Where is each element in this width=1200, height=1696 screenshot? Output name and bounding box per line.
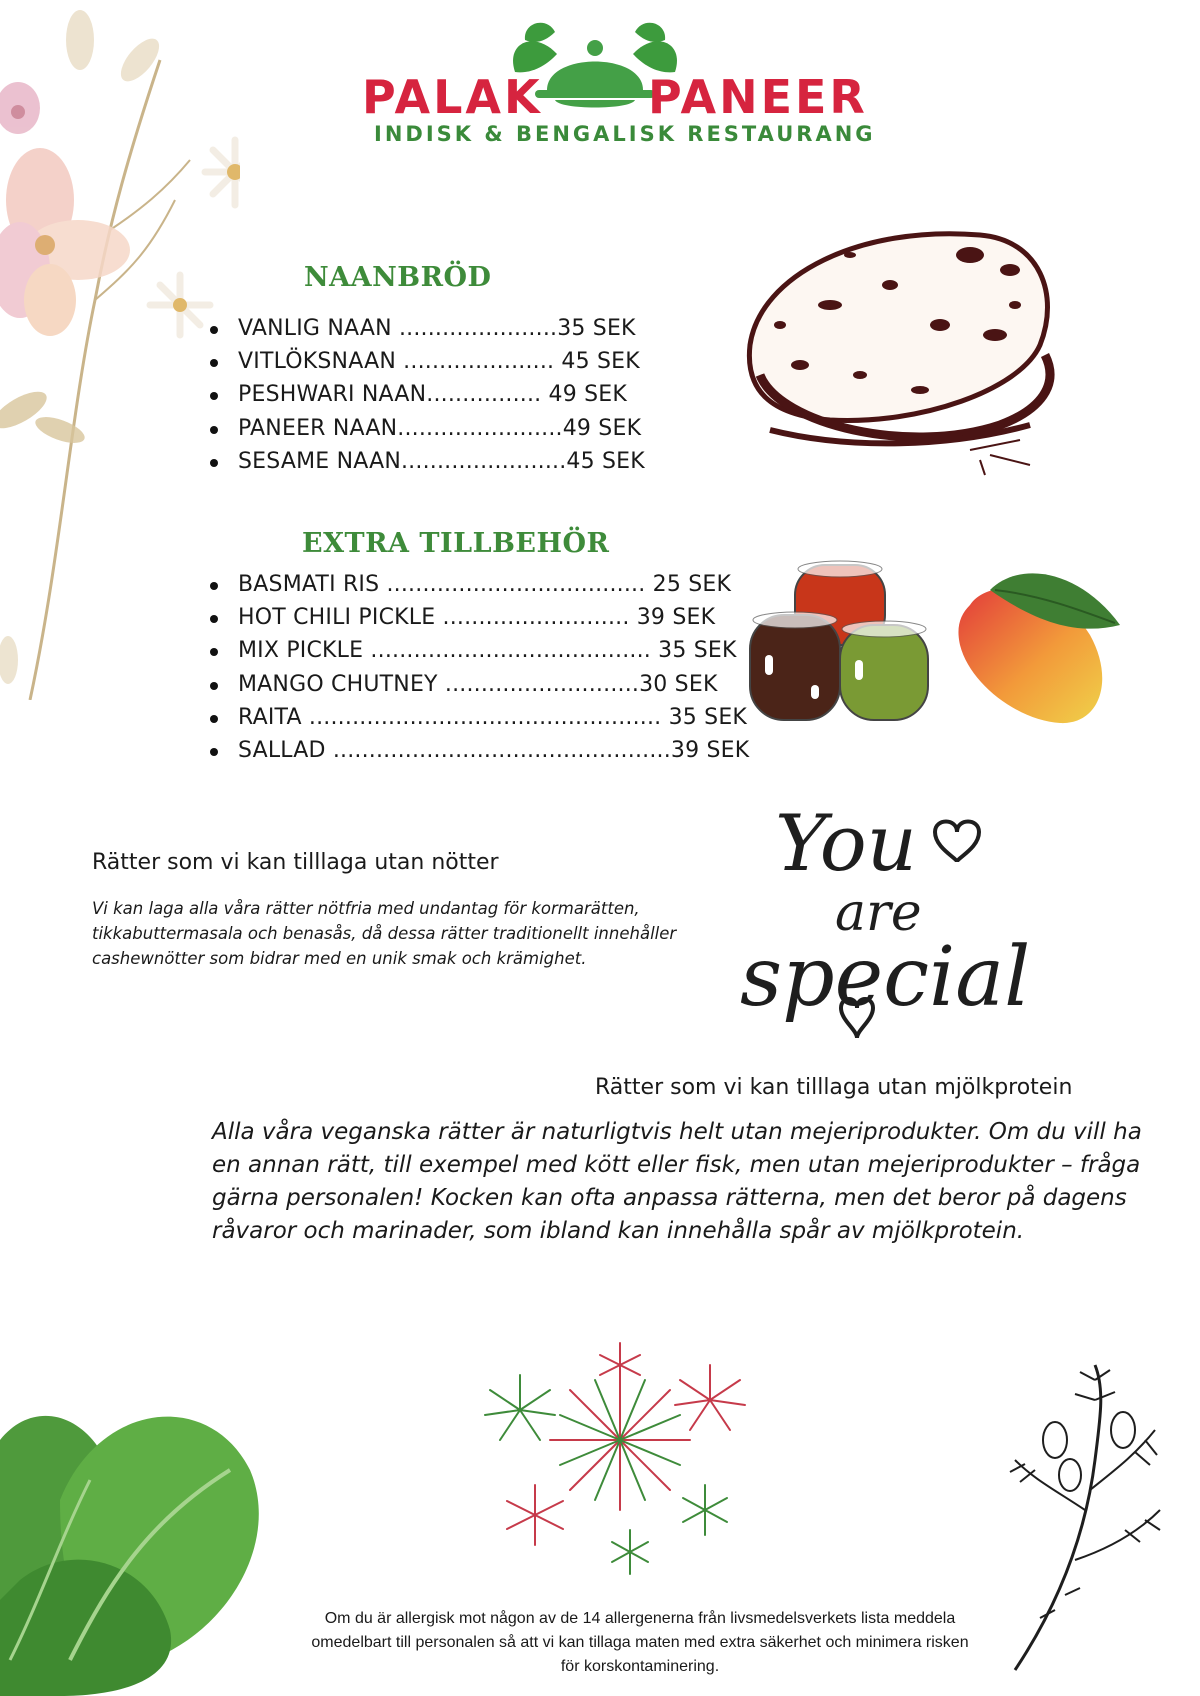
menu-item-text: SALLAD ...............................................39 SEK [238, 737, 750, 763]
naan-menu-list [238, 316, 645, 482]
bullet-icon [210, 582, 218, 590]
flower-icon [0, 148, 130, 336]
spinach-illustration [0, 1360, 270, 1696]
dairy-free-text: Alla våra veganska rätter är naturligtvis helt utan mejeriprodukter. Om du vill ha en annan rätt, till exempel med kött eller fisk, men utan mejeriprodukter – fråga gärna personalen! Kocken kan ofta anpassa rätterna, men det beror på dagens råvaror och marinader, som ibland kan innehålla spår av mjölkprotein. [212, 1119, 1142, 1244]
flower-decoration [0, 0, 240, 700]
nut-free-heading: Rätter som vi kan tilllaga utan nötter [92, 850, 499, 875]
nut-free-text: Vi kan laga alla våra rätter nötfria med undantag för kormarätten, tikkabuttermasala och benasås, då dessa rätter traditionellt innehåller cashewnötter som bidrar med en unik smak och krämighet. [92, 899, 677, 968]
menu-item [238, 572, 749, 605]
menu-item [238, 416, 645, 449]
bullet-icon [210, 748, 218, 756]
menu-item [238, 349, 645, 382]
menu-item [238, 449, 645, 482]
mango-illustration [950, 565, 1130, 730]
dairy-free-heading: Rätter som vi kan tilllaga utan mjölkprotein [595, 1075, 1073, 1100]
menu-item [238, 638, 749, 671]
bullet-icon [210, 715, 218, 723]
menu-item [238, 738, 749, 771]
menu-item [238, 316, 645, 349]
bullet-icon [210, 426, 218, 434]
menu-item [238, 382, 645, 415]
menu-item-text: MIX PICKLE ....................................... 35 SEK [238, 638, 737, 664]
svg-text:You: You [775, 799, 917, 889]
menu-item-text: VITLÖKSNAAN ..................... 45 SEK [238, 349, 640, 375]
extras-menu-list [238, 572, 749, 771]
naan-section-title: NAANBRÖD [304, 262, 492, 293]
menu-item-text: MANGO CHUTNEY ...........................30 SEK [238, 671, 718, 697]
bullet-icon [210, 682, 218, 690]
brand-name-left: PALAK [362, 70, 543, 124]
menu-item [238, 605, 749, 638]
naan-illustration [740, 215, 1060, 485]
brand-name-right: PANEER [648, 70, 868, 124]
you-are-special-lettering [735, 790, 1035, 1050]
herb-sprig-illustration [995, 1360, 1170, 1680]
bullet-icon [210, 459, 218, 467]
leaf-icon [513, 41, 557, 72]
extras-section-title: EXTRA TILLBEHÖR [302, 528, 610, 559]
menu-item-text: PANEER NAAN.......................49 SEK [238, 415, 642, 441]
pickle-jars-illustration [745, 555, 935, 730]
bullet-icon [210, 326, 218, 334]
svg-text:special: special [740, 930, 1031, 1025]
brand-tagline: INDISK & BENGALISK RESTAURANG [374, 122, 876, 146]
restaurant-logo [300, 8, 900, 158]
menu-item-text: HOT CHILI PICKLE .......................... 39 SEK [238, 605, 716, 631]
menu-item [238, 705, 749, 738]
svg-text:are: are [835, 883, 922, 943]
menu-item-text: VANLIG NAAN ......................35 SEK [238, 316, 636, 341]
menu-item-text: RAITA ................................................. 35 SEK [238, 704, 748, 730]
menu-item [238, 672, 749, 705]
fireworks-illustration [470, 1340, 770, 1580]
menu-item-text: PESHWARI NAAN................ 49 SEK [238, 382, 628, 408]
heart-icon [935, 822, 979, 863]
allergy-notice: Om du är allergisk mot någon av de 14 allergenerna från livsmedelsverkets lista meddela omedelbart till personalen så att vi kan tillaga maten med extra säkerhet och minimera risken för korskontaminering. [311, 1610, 969, 1675]
menu-item-text: BASMATI RIS .................................... 25 SEK [238, 572, 732, 597]
menu-item-text: SESAME NAAN.......................45 SEK [238, 448, 645, 474]
